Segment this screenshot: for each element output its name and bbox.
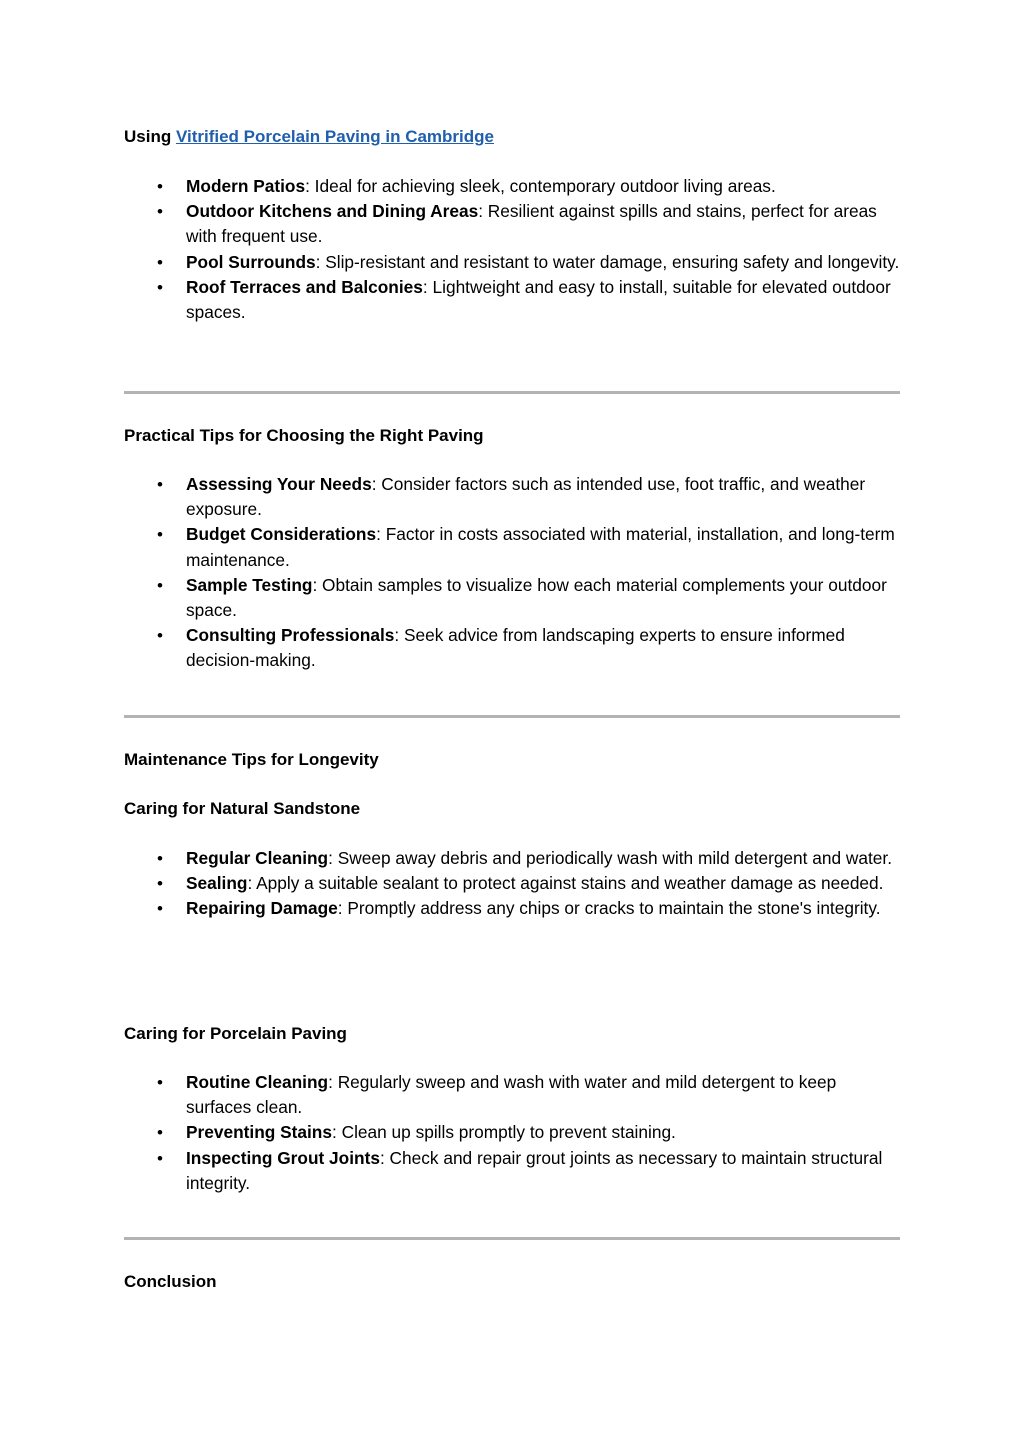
horizontal-divider	[124, 715, 900, 718]
bullet-icon: •	[157, 899, 163, 919]
uses-list	[124, 174, 900, 325]
bullet-icon: •	[157, 252, 163, 272]
tips-list	[124, 472, 900, 674]
item-desc: : Apply a suitable sealant to protect against stains and weather damage as needed.	[247, 873, 884, 894]
sandstone-care-list	[124, 846, 900, 922]
bullet-icon: •	[157, 1073, 163, 1092]
item-term: Preventing Stains	[186, 1122, 332, 1143]
item-desc: : Check and repair grout joints as necessary to maintain structural integrity.	[186, 1147, 883, 1193]
bullet-icon: •	[157, 525, 163, 545]
item-term: Modern Patios	[186, 176, 306, 196]
item-term: Budget Considerations	[186, 524, 377, 545]
item-desc: : Obtain samples to visualize how each material complements your outdoor space.	[186, 574, 887, 621]
bullet-icon: •	[157, 177, 163, 196]
list-item	[124, 250, 900, 275]
item-desc: : Clean up spills promptly to prevent staining.	[331, 1122, 676, 1143]
horizontal-divider	[124, 391, 900, 394]
item-term: Roof Terraces and Balconies	[186, 276, 423, 297]
section-heading-using-porcelain	[124, 124, 494, 149]
item-desc: : Resilient against spills and stains, perfect for areas with frequent use.	[186, 201, 877, 247]
heading-prefix: Using	[124, 127, 176, 146]
item-term: Sample Testing	[186, 574, 313, 595]
item-term: Inspecting Grout Joints	[186, 1147, 380, 1168]
list-item	[124, 846, 900, 871]
item-term: Repairing Damage	[186, 898, 338, 919]
item-desc: : Consider factors such as intended use, foot traffic, and weather exposure.	[186, 474, 866, 520]
item-term: Regular Cleaning	[186, 848, 329, 868]
bullet-icon: •	[157, 1148, 163, 1168]
list-item	[124, 896, 900, 921]
bullet-icon: •	[157, 1123, 163, 1143]
bullet-icon: •	[157, 575, 163, 595]
list-item	[124, 472, 900, 522]
item-desc: : Factor in costs associated with material, installation, and long-term maintenance.	[186, 524, 895, 570]
item-desc: : Seek advice from landscaping experts to ensure informed decision-making.	[186, 625, 845, 671]
list-item	[124, 275, 900, 325]
bullet-icon: •	[157, 874, 163, 894]
item-desc: : Ideal for achieving sleek, contemporary outdoor living areas.	[305, 176, 776, 196]
item-term: Routine Cleaning	[186, 1072, 329, 1092]
list-item	[124, 174, 900, 199]
item-desc: : Sweep away debris and periodically wash with mild detergent and water.	[328, 848, 892, 868]
section-heading-practical-tips: Practical Tips for Choosing the Right Paving	[124, 426, 484, 445]
bullet-icon: •	[157, 849, 163, 868]
horizontal-divider	[124, 1237, 900, 1240]
bullet-icon: •	[157, 202, 163, 222]
subheading-porcelain-paving: Caring for Porcelain Paving	[124, 1024, 347, 1043]
item-desc: : Regularly sweep and wash with water and mild detergent to keep surfaces clean.	[186, 1072, 837, 1118]
bullet-icon: •	[157, 626, 163, 646]
list-item	[124, 871, 900, 896]
list-item	[124, 199, 900, 249]
porcelain-care-list	[124, 1070, 900, 1196]
subheading-natural-sandstone: Caring for Natural Sandstone	[124, 799, 361, 818]
item-term: Outdoor Kitchens and Dining Areas	[186, 201, 479, 222]
list-item	[124, 623, 900, 673]
item-desc: : Promptly address any chips or cracks to maintain the stone's integrity.	[337, 898, 881, 919]
item-desc: : Slip-resistant and resistant to water damage, ensuring safety and longevity.	[315, 251, 900, 272]
list-item	[124, 1146, 900, 1196]
section-heading-conclusion: Conclusion	[124, 1272, 217, 1291]
list-item	[124, 573, 900, 623]
item-term: Consulting Professionals	[186, 625, 395, 646]
item-desc: : Lightweight and easy to install, suitable for elevated outdoor spaces.	[186, 276, 891, 323]
item-term: Sealing	[186, 873, 248, 894]
list-item	[124, 1120, 900, 1145]
section-heading-maintenance: Maintenance Tips for Longevity	[124, 750, 379, 769]
vitrified-porcelain-link[interactable]: Vitrified Porcelain Paving in Cambridge	[175, 127, 494, 146]
item-term: Pool Surrounds	[186, 251, 316, 272]
bullet-icon: •	[157, 277, 163, 297]
list-item	[124, 1070, 900, 1120]
item-term: Assessing Your Needs	[186, 474, 372, 494]
list-item	[124, 522, 900, 572]
bullet-icon: •	[157, 475, 163, 494]
